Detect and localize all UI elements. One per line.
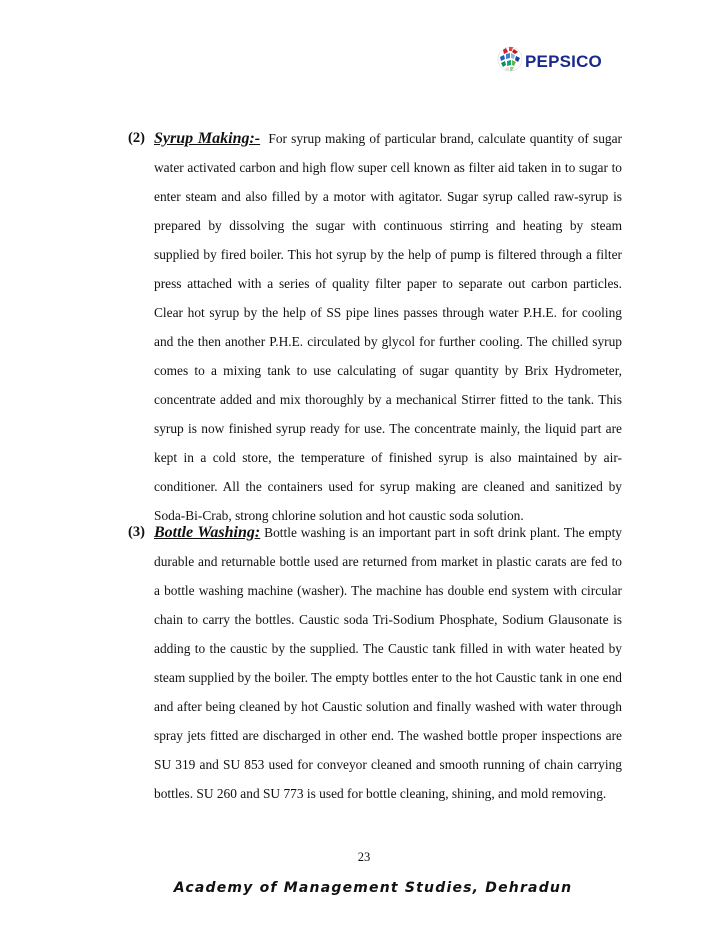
section-number: (3) [128, 524, 145, 540]
section-text: Bottle washing is an important part in soft drink plant. The empty durable and returnable bottle used are returned from market in plastic carats are fed to a bottle washing machine (washer). The machine has double end system with circular chain to carry the bottles. Caustic soda Tri-Sodium Phosphate, Sodium Glausonate is adding to the caustic by the supplied. The Caustic tank filled in with water heated by steam supplied by the boiler. The empty bottles enter to the hot Caustic tank in one end and after being cleaned by hot Caustic solution and finally washed with water through spray jets fitted are discharged in other end. The washed bottle proper inspections are SU 319 and SU 853 used for conveyor cleaned and smooth running of chain carrying bottles. SU 260 and SU 773 is used for bottle cleaning, shining, and mold removing. [154, 525, 622, 801]
footer-text: Academy of Management Studies, Dehradun [173, 880, 573, 896]
section-heading: Syrup Making:- [154, 130, 261, 147]
section-number: (2) [128, 130, 145, 146]
section-heading: Bottle Washing: [154, 524, 261, 541]
pepsico-logo-text: PEPSICO [525, 52, 602, 71]
section-bottle-washing [128, 518, 622, 808]
page-number: 23 [357, 850, 371, 864]
pepsico-globe-icon [497, 40, 523, 78]
section-text: For syrup making of particular brand, calculate quantity of sugar water activated carbon and high flow super cell known as filter aid taken in to sugar to enter steam and also filled by a motor with agitator. Sugar syrup called raw-syrup is prepared by dissolving the sugar with continuous stirring and heating by steam supplied by fired boiler. This hot syrup by the help of pump is filtered through a filter press attached with a series of quality filter paper to separate out carbon particles. Clear hot syrup by the help of SS pipe lines passes through water P.H.E. for cooling and the then another P.H.E. circulated by glycol for further cooling. The chilled syrup comes to a mixing tank to use calculating of sugar quantity by Brix Hydrometer, concentrate added and mix thoroughly by a mechanical Stirrer fitted to the tank. This syrup is now finished syrup ready for use. The concentrate mainly, the liquid part are kept in a cold store, the temperature of finished syrup is also maintained by air-conditioner. All the containers used for syrup making are cleaned and sanitized by Soda-Bi-Crab, strong chlorine solution and hot caustic soda solution. [154, 131, 622, 523]
section-body [154, 518, 622, 808]
pepsico-logo [497, 40, 602, 78]
section-body [154, 124, 622, 530]
section-syrup-making [128, 124, 622, 530]
